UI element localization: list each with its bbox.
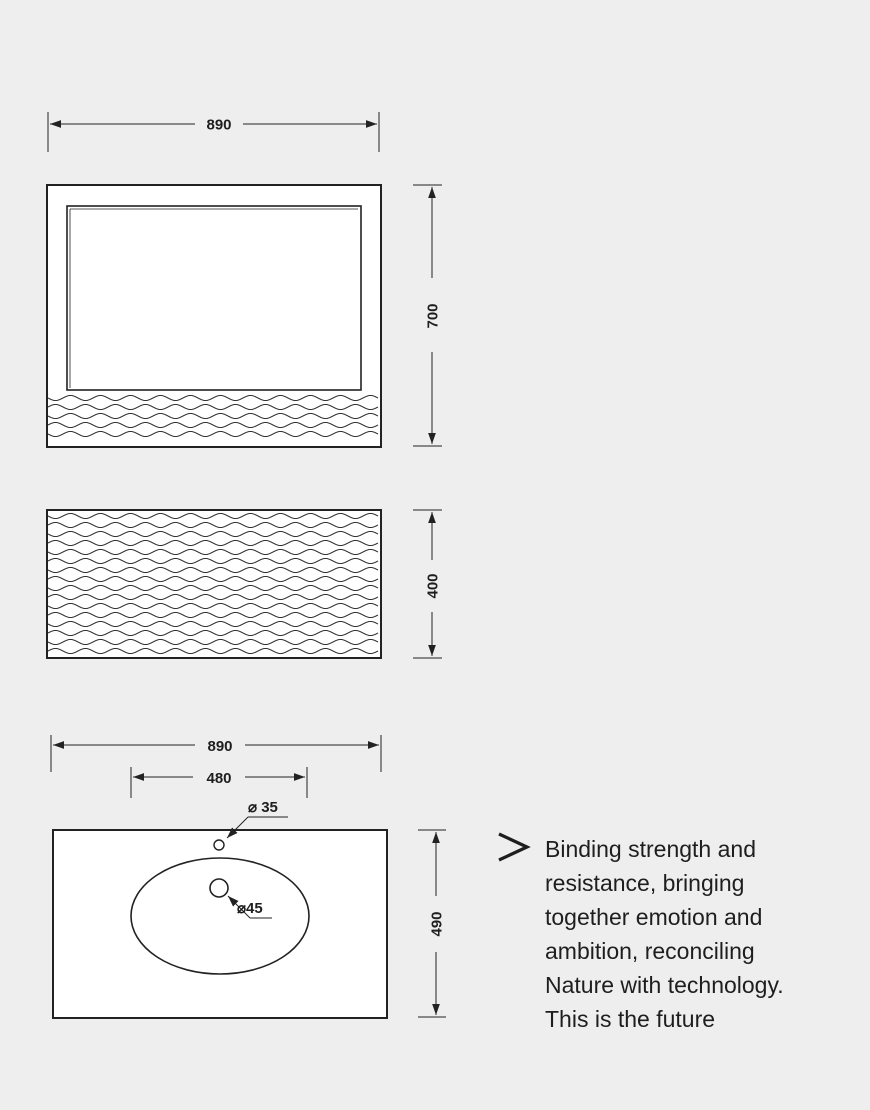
description-line: Binding strength and [545,836,756,862]
front-height-label: 700 [424,303,442,329]
drain-hole [210,879,228,897]
side-height-dimension [413,510,442,658]
cabinet-door-panel [67,206,361,390]
description-line: Nature with technology. [545,972,784,998]
description-line: ambition, reconciling [545,938,755,964]
drain-hole-label: ⌀45 [237,900,263,917]
side-height-label: 400 [424,573,442,599]
tap-hole-label: ⌀ 35 [248,799,278,816]
top-view [51,735,446,1018]
description-text [545,832,807,1036]
basin-width-label: 480 [206,770,232,787]
front-height-dimension [413,185,442,446]
chevron-right-icon [499,834,527,860]
front-width-dimension [48,112,379,152]
side-view [47,510,442,658]
description-line: together emotion and [545,904,763,930]
description-line: resistance, bringing [545,870,745,896]
top-width-label: 890 [207,738,233,755]
top-depth-dimension [418,830,446,1017]
top-depth-label: 490 [428,911,446,937]
front-view [47,112,442,447]
tap-hole [214,840,224,850]
basin-bowl [131,858,309,974]
description-line: This is the future [545,1006,716,1032]
top-width-dimension [51,735,381,772]
front-width-label: 890 [206,116,232,134]
basin-width-dimension [131,767,307,798]
